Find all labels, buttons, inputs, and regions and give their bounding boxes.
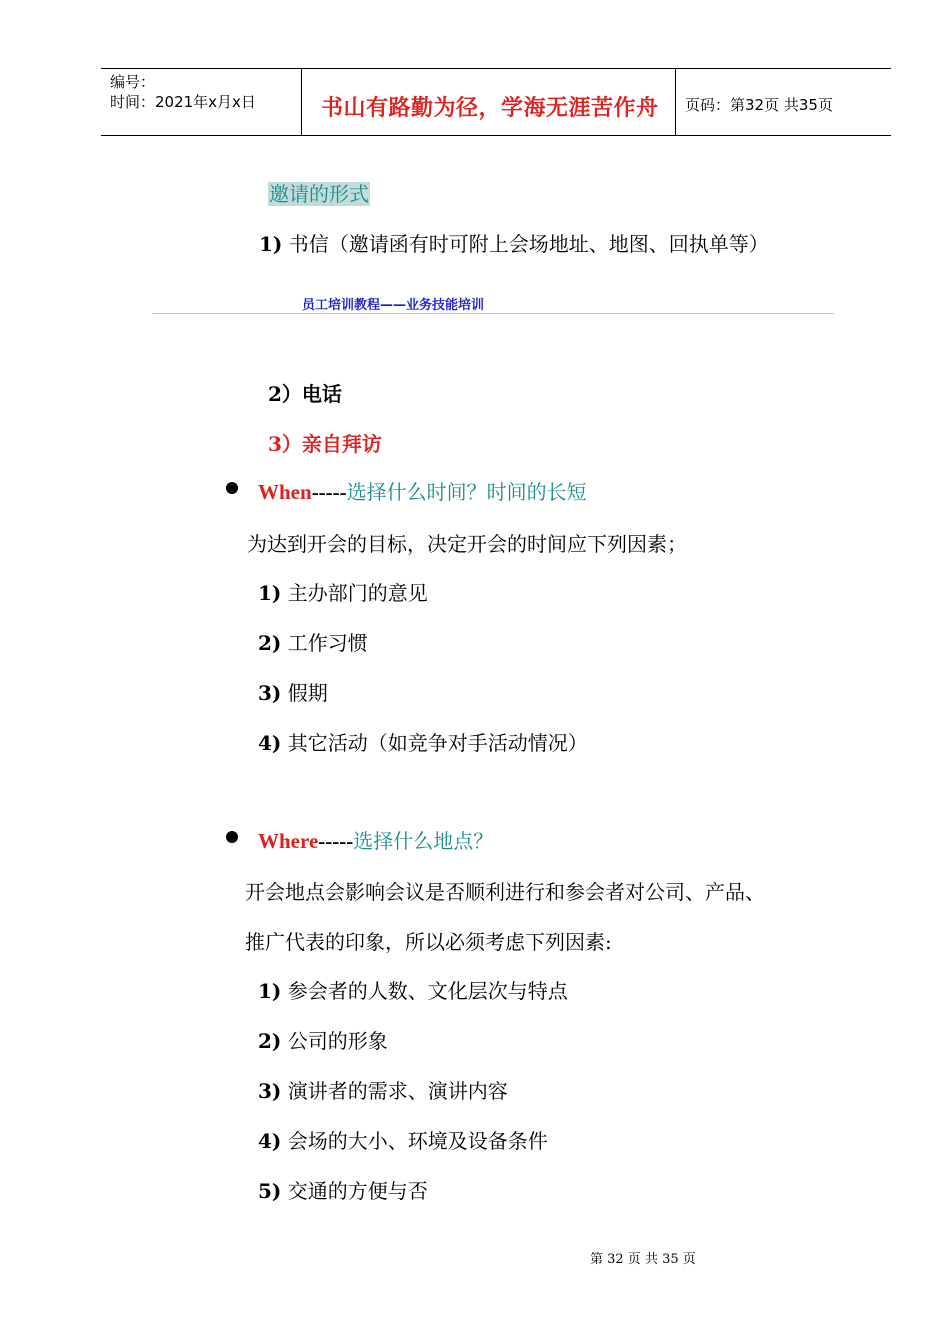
when-item xyxy=(258,577,428,606)
page-footer: 第 32 页 共 35 页 xyxy=(590,1252,696,1267)
when-item xyxy=(258,627,368,656)
when-item-num: 4) xyxy=(258,731,282,755)
where-item xyxy=(258,1125,548,1154)
where-item-text: 会场的大小、环境及设备条件 xyxy=(287,1129,548,1153)
where-item-text: 参会者的人数、文化层次与特点 xyxy=(287,979,568,1003)
invite-item-1-text: 书信（邀请函有时可附上会场地址、地图、回执单等） xyxy=(288,232,769,256)
where-item xyxy=(258,1175,428,1204)
when-dashes: ----- xyxy=(311,480,347,504)
invite-item-2: 2）电话 xyxy=(268,382,342,406)
where-item-num: 1) xyxy=(258,979,282,1003)
header-motto: 书山有路勤为径，学海无涯苦作舟 xyxy=(321,95,659,121)
where-item-text: 公司的形象 xyxy=(287,1029,388,1053)
running-footer: 员工培训教程——业务技能培训 xyxy=(302,298,485,313)
where-question: 选择什么地点？ xyxy=(353,829,494,853)
where-item-num: 4) xyxy=(258,1129,282,1153)
where-heading xyxy=(258,825,493,854)
where-item xyxy=(258,975,568,1004)
where-item-text: 交通的方便与否 xyxy=(287,1179,428,1203)
when-item xyxy=(258,727,588,756)
when-keyword: When xyxy=(258,480,312,504)
where-dashes: ----- xyxy=(318,829,354,853)
where-item-num: 5) xyxy=(258,1179,282,1203)
when-item-num: 3) xyxy=(258,681,282,705)
header-divider-right xyxy=(675,68,676,136)
bullet-where xyxy=(226,831,238,843)
when-question: 选择什么时间？时间的长短 xyxy=(346,480,587,504)
where-item-text: 演讲者的需求、演讲内容 xyxy=(287,1079,508,1103)
when-item-text: 其它活动（如竞争对手活动情况） xyxy=(287,731,588,755)
invite-item-3: 3）亲自拜访 xyxy=(268,432,382,456)
where-intro-line-2: 推广代表的印象，所以必须考虑下列因素: xyxy=(245,930,612,954)
where-intro-line-1: 开会地点会影响会议是否顺利进行和参会者对公司、产品、 xyxy=(245,880,765,904)
invite-heading xyxy=(268,178,370,207)
header-page-info: 页码：第32页 共35页 xyxy=(685,96,833,114)
invite-item-1-num: 1) xyxy=(259,232,283,256)
where-item xyxy=(258,1075,508,1104)
invite-item-1 xyxy=(259,228,769,257)
when-item-num: 2) xyxy=(258,631,282,655)
where-keyword: Where xyxy=(258,829,319,853)
when-item-text: 假期 xyxy=(287,681,328,705)
bullet-when xyxy=(226,482,238,494)
invite-heading-text: 邀请的形式 xyxy=(269,182,369,206)
when-item-text: 主办部门的意见 xyxy=(287,581,428,605)
where-item-num: 3) xyxy=(258,1079,282,1103)
header-bottom-border xyxy=(101,135,891,136)
where-item xyxy=(258,1025,388,1054)
header-divider-left xyxy=(301,68,302,136)
header-top-border xyxy=(101,68,891,69)
when-heading xyxy=(258,476,587,505)
when-item-text: 工作习惯 xyxy=(287,631,368,655)
when-intro: 为达到开会的目标，决定开会的时间应下列因素； xyxy=(247,532,687,556)
when-item-num: 1) xyxy=(258,581,282,605)
where-item-num: 2) xyxy=(258,1029,282,1053)
header-time-label: 时间：2021年x月x日 xyxy=(110,93,256,111)
page-separator xyxy=(152,313,834,314)
header-number-label: 编号： xyxy=(110,73,156,91)
when-item xyxy=(258,677,328,706)
